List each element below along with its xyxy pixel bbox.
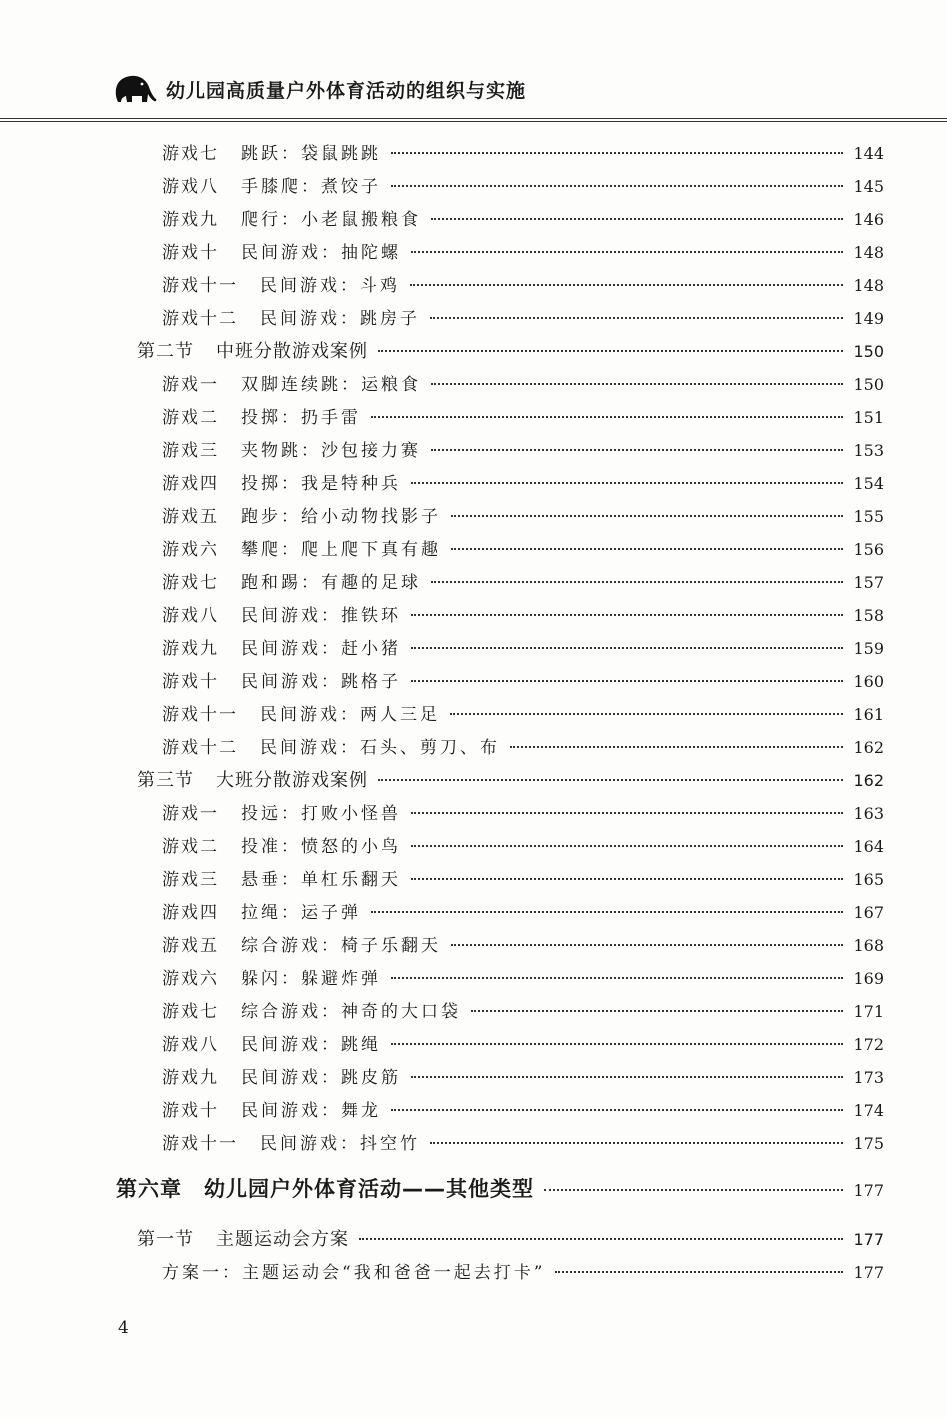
dot-leader bbox=[451, 944, 843, 946]
page-number: 4 bbox=[118, 1318, 129, 1338]
toc-entry-page: 160 bbox=[853, 672, 884, 691]
toc-entry-item bbox=[162, 1129, 884, 1154]
toc-entry-page: 154 bbox=[853, 474, 884, 493]
toc-entry-title: 躲闪：躲避炸弹 bbox=[241, 969, 381, 989]
toc-entry-label: 游戏一 bbox=[162, 804, 219, 824]
toc-entry-label: 游戏五 bbox=[162, 936, 219, 956]
toc-entry-label: 游戏四 bbox=[162, 903, 219, 923]
dot-leader bbox=[411, 482, 843, 484]
toc-entry-section bbox=[137, 1225, 884, 1251]
dot-leader bbox=[430, 1142, 843, 1144]
toc-entry-page: 174 bbox=[853, 1101, 884, 1120]
toc-entry-label: 游戏九 bbox=[162, 210, 219, 230]
toc-entry-chapter bbox=[116, 1173, 884, 1203]
toc-entry-title: 民间游戏：抖空竹 bbox=[260, 1134, 420, 1154]
toc-entry-section bbox=[137, 766, 884, 792]
toc-entry-title: 爬行：小老鼠搬粮食 bbox=[241, 210, 421, 230]
toc-entry-page: 155 bbox=[853, 507, 884, 526]
toc-entry-title: 攀爬：爬上爬下真有趣 bbox=[241, 540, 441, 560]
toc-entry-title: 主题运动会方案 bbox=[216, 1229, 349, 1250]
dot-leader bbox=[371, 416, 843, 418]
dot-leader bbox=[471, 1010, 843, 1012]
toc-entry-item bbox=[162, 436, 884, 461]
toc-entry-label: 游戏十二 bbox=[162, 309, 238, 329]
toc-entry-title: 民间游戏：斗鸡 bbox=[260, 276, 400, 296]
toc-entry-page: 169 bbox=[853, 969, 884, 988]
toc-entry-title: 民间游戏：推铁环 bbox=[241, 606, 401, 626]
toc-entry-title: 中班分散游戏案例 bbox=[216, 341, 368, 362]
toc-entry-item bbox=[162, 1258, 884, 1283]
header-title: 幼儿园高质量户外体育活动的组织与实施 bbox=[166, 79, 527, 102]
dot-leader bbox=[411, 812, 843, 814]
toc-entry-label: 游戏六 bbox=[162, 969, 219, 989]
toc-entry-page: 149 bbox=[853, 309, 884, 328]
header-rule bbox=[0, 118, 947, 119]
toc-entry-page: 161 bbox=[853, 705, 884, 724]
toc-entry-page: 158 bbox=[853, 606, 884, 625]
dot-leader bbox=[431, 383, 843, 385]
dot-leader bbox=[411, 614, 843, 616]
toc-entry-title: 民间游戏：舞龙 bbox=[241, 1101, 381, 1121]
dot-leader bbox=[391, 1109, 843, 1111]
toc-entry-title: 民间游戏：跳房子 bbox=[260, 309, 420, 329]
toc-entry-label: 游戏七 bbox=[162, 144, 219, 164]
dot-leader bbox=[411, 878, 843, 880]
toc-entry-item bbox=[162, 634, 884, 659]
toc-entry-page: 153 bbox=[853, 441, 884, 460]
toc-entry-title: 民间游戏：抽陀螺 bbox=[241, 243, 401, 263]
toc-entry-label: 游戏八 bbox=[162, 606, 219, 626]
toc-entry-item bbox=[162, 469, 884, 494]
toc-entry-label: 游戏十 bbox=[162, 243, 219, 263]
toc-entry-page: 177 bbox=[853, 1230, 884, 1249]
running-header bbox=[112, 72, 526, 106]
toc-entry-section bbox=[137, 337, 884, 363]
toc-entry-item bbox=[162, 997, 884, 1022]
toc-entry-page: 150 bbox=[853, 375, 884, 394]
toc-entry-page: 162 bbox=[853, 771, 884, 790]
toc-entry-page: 171 bbox=[853, 1002, 884, 1021]
toc-entry-title: 民间游戏：跳绳 bbox=[241, 1035, 381, 1055]
toc-entry-page: 168 bbox=[853, 936, 884, 955]
toc-entry-title: 双脚连续跳：运粮食 bbox=[241, 375, 421, 395]
toc-entry-title: 夹物跳：沙包接力赛 bbox=[241, 441, 421, 461]
toc-entry-title: 投掷：扔手雷 bbox=[241, 408, 361, 428]
toc-entry-item bbox=[162, 832, 884, 857]
toc-entry-item bbox=[162, 502, 884, 527]
toc-entry-page: 159 bbox=[853, 639, 884, 658]
dot-leader bbox=[411, 680, 843, 682]
elephant-icon bbox=[112, 72, 158, 106]
toc-entry-title: 民间游戏：石头、剪刀、布 bbox=[260, 738, 500, 758]
toc-entry-title: 跑步：给小动物找影子 bbox=[241, 507, 441, 527]
toc-entry-label: 游戏七 bbox=[162, 573, 219, 593]
toc-entry-page: 163 bbox=[853, 804, 884, 823]
toc-entry-item bbox=[162, 733, 884, 758]
toc-entry-label: 游戏九 bbox=[162, 1068, 219, 1088]
toc-entry-item bbox=[162, 931, 884, 956]
dot-leader bbox=[411, 845, 843, 847]
toc-entry-label: 第二节 bbox=[137, 341, 194, 362]
toc-entry-label: 游戏六 bbox=[162, 540, 219, 560]
dot-leader bbox=[430, 317, 843, 319]
toc-entry-page: 164 bbox=[853, 837, 884, 856]
dot-leader bbox=[391, 977, 843, 979]
toc-entry-item bbox=[162, 865, 884, 890]
toc-entry-label: 游戏八 bbox=[162, 177, 219, 197]
toc-entry-item bbox=[162, 205, 884, 230]
toc-entry-item bbox=[162, 1063, 884, 1088]
toc-entry-page: 157 bbox=[853, 573, 884, 592]
toc-entry-title: 民间游戏：跳格子 bbox=[241, 672, 401, 692]
toc-entry-item bbox=[162, 898, 884, 923]
dot-leader bbox=[450, 713, 843, 715]
header-rule-thin bbox=[0, 121, 947, 122]
dot-leader bbox=[411, 251, 843, 253]
toc-entry-title: 投准：愤怒的小鸟 bbox=[241, 837, 401, 857]
toc-entry-label: 游戏九 bbox=[162, 639, 219, 659]
toc-entry-item bbox=[162, 700, 884, 725]
dot-leader bbox=[431, 581, 843, 583]
toc-entry-page: 173 bbox=[853, 1068, 884, 1087]
toc-entry-label: 游戏十 bbox=[162, 672, 219, 692]
toc-entry-title: 方案一：主题运动会“我和爸爸一起去打卡” bbox=[162, 1263, 546, 1283]
toc-entry-label: 游戏三 bbox=[162, 870, 219, 890]
toc-entry-title: 民间游戏：跳皮筋 bbox=[241, 1068, 401, 1088]
toc-entry-title: 投远：打败小怪兽 bbox=[241, 804, 401, 824]
toc-entry-label: 第一节 bbox=[137, 1229, 194, 1250]
dot-leader bbox=[410, 284, 843, 286]
dot-leader bbox=[431, 218, 843, 220]
toc-entry-title: 手膝爬：煮饺子 bbox=[241, 177, 381, 197]
toc-entry-label: 游戏十一 bbox=[162, 1134, 238, 1154]
toc-entry-title: 跳跃：袋鼠跳跳 bbox=[241, 144, 381, 164]
toc-entry-item bbox=[162, 799, 884, 824]
toc-entry-label: 第三节 bbox=[137, 770, 194, 791]
toc-entry-label: 游戏八 bbox=[162, 1035, 219, 1055]
toc-entry-item bbox=[162, 1096, 884, 1121]
toc-entry-page: 148 bbox=[853, 276, 884, 295]
toc-entry-page: 150 bbox=[853, 342, 884, 361]
toc-entry-label: 游戏十一 bbox=[162, 276, 238, 296]
toc-entry-page: 175 bbox=[853, 1134, 884, 1153]
toc-entry-label: 游戏五 bbox=[162, 507, 219, 527]
toc-entry-label: 游戏二 bbox=[162, 837, 219, 857]
dot-leader bbox=[451, 515, 843, 517]
toc-entry-item bbox=[162, 403, 884, 428]
dot-leader bbox=[544, 1189, 843, 1191]
toc-entry-label: 游戏十 bbox=[162, 1101, 219, 1121]
toc-entry-title: 民间游戏：赶小猪 bbox=[241, 639, 401, 659]
toc-entry-page: 162 bbox=[853, 738, 884, 757]
toc-entry-title: 民间游戏：两人三足 bbox=[260, 705, 440, 725]
toc-entry-label: 游戏七 bbox=[162, 1002, 219, 1022]
toc-entry-label: 游戏十二 bbox=[162, 738, 238, 758]
dot-leader bbox=[359, 1238, 843, 1240]
dot-leader bbox=[555, 1271, 843, 1273]
toc-entry-item bbox=[162, 667, 884, 692]
dot-leader bbox=[510, 746, 843, 748]
toc-entry-page: 172 bbox=[853, 1035, 884, 1054]
toc-entry-title: 综合游戏：椅子乐翻天 bbox=[241, 936, 441, 956]
toc-entry-label: 游戏四 bbox=[162, 474, 219, 494]
toc-entry-item bbox=[162, 139, 884, 164]
toc-entry-item bbox=[162, 601, 884, 626]
toc-entry-item bbox=[162, 1030, 884, 1055]
toc-entry-page: 148 bbox=[853, 243, 884, 262]
toc-entry-page: 165 bbox=[853, 870, 884, 889]
toc-entry-title: 悬垂：单杠乐翻天 bbox=[241, 870, 401, 890]
dot-leader bbox=[411, 647, 843, 649]
toc-entry-item bbox=[162, 238, 884, 263]
toc-entry-label: 游戏十一 bbox=[162, 705, 238, 725]
dot-leader bbox=[391, 1043, 843, 1045]
dot-leader bbox=[411, 1076, 843, 1078]
toc-entry-item bbox=[162, 304, 884, 329]
toc-entry-page: 177 bbox=[853, 1263, 884, 1282]
toc-entry-title: 大班分散游戏案例 bbox=[216, 770, 368, 791]
toc-entry-item bbox=[162, 568, 884, 593]
dot-leader bbox=[431, 449, 843, 451]
toc-entry-label: 游戏三 bbox=[162, 441, 219, 461]
toc-entry-title: 投掷：我是特种兵 bbox=[241, 474, 401, 494]
dot-leader bbox=[371, 911, 843, 913]
toc-entry-item bbox=[162, 964, 884, 989]
toc-entry-label: 游戏一 bbox=[162, 375, 219, 395]
toc-entry-page: 167 bbox=[853, 903, 884, 922]
toc-entry-page: 146 bbox=[853, 210, 884, 229]
dot-leader bbox=[391, 152, 843, 154]
toc-entry-title: 综合游戏：神奇的大口袋 bbox=[241, 1002, 461, 1022]
toc-entry-title: 幼儿园户外体育活动——其他类型 bbox=[204, 1177, 534, 1201]
toc-entry-label: 游戏二 bbox=[162, 408, 219, 428]
toc-entry-item bbox=[162, 535, 884, 560]
dot-leader bbox=[451, 548, 843, 550]
toc-entry-label: 第六章 bbox=[116, 1177, 182, 1201]
toc-entry-title: 拉绳：运子弹 bbox=[241, 903, 361, 923]
toc-entry-page: 177 bbox=[853, 1181, 884, 1200]
toc-entry-page: 145 bbox=[853, 177, 884, 196]
toc-entry-title: 跑和踢：有趣的足球 bbox=[241, 573, 421, 593]
dot-leader bbox=[378, 350, 843, 352]
toc-entry-item bbox=[162, 172, 884, 197]
dot-leader bbox=[378, 779, 843, 781]
toc-entry-page: 151 bbox=[853, 408, 884, 427]
toc-entry-page: 144 bbox=[853, 144, 884, 163]
toc-entry-item bbox=[162, 370, 884, 395]
dot-leader bbox=[391, 185, 843, 187]
toc-entry-page: 156 bbox=[853, 540, 884, 559]
toc-entry-item bbox=[162, 271, 884, 296]
